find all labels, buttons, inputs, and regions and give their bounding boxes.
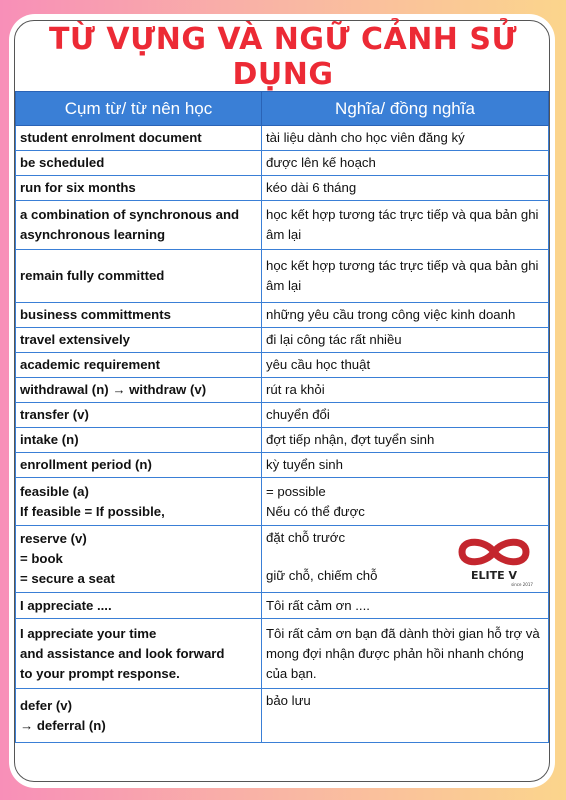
table-row [16, 378, 549, 403]
meaning-line: = possible [266, 483, 326, 499]
term-line: and assistance and look forward [20, 645, 225, 661]
meaning-cell [262, 593, 549, 619]
meaning-line: rút ra khỏi [266, 382, 325, 397]
meaning-cell [262, 478, 549, 526]
term-cell [16, 403, 262, 428]
term-cell [16, 328, 262, 353]
meaning-line: đi lại công tác rất nhiều [266, 332, 402, 347]
header-meanings: Nghĩa/ đồng nghĩa [262, 92, 549, 126]
term-line: → deferral (n) [20, 717, 106, 733]
meaning-line: những yêu cầu trong công việc kinh doanh [266, 307, 516, 322]
term-cell [16, 176, 262, 201]
term-cell [16, 201, 262, 250]
table-row [16, 176, 549, 201]
meaning-cell [262, 328, 549, 353]
term-line: reserve (v) [20, 531, 87, 546]
table-row [16, 303, 549, 328]
term-cell [16, 126, 262, 151]
meaning-line: đợt tiếp nhận, đợt tuyển sinh [266, 432, 435, 447]
term-cell [16, 151, 262, 176]
term-line: transfer (v) [20, 407, 89, 422]
term-line: a combination of synchronous and asynchronous learning [20, 207, 240, 242]
table-row [16, 478, 549, 526]
table-row [16, 250, 549, 303]
term-cell [16, 303, 262, 328]
term-cell [16, 453, 262, 478]
term-cell [16, 689, 262, 743]
term-line: = secure a seat [20, 571, 115, 586]
table-row [16, 593, 549, 619]
term-cell [16, 593, 262, 619]
meaning-cell [262, 619, 549, 689]
meaning-line: học kết hợp tương tác trực tiếp và qua bản ghi âm lại [266, 207, 539, 242]
meaning-line: yêu cầu học thuật [266, 357, 371, 372]
term-line: feasible (a) [20, 483, 89, 499]
meaning-cell [262, 303, 549, 328]
meaning-cell [262, 428, 549, 453]
meaning-line: Tôi rất cảm ơn .... [266, 597, 370, 613]
term-line: business committments [20, 307, 171, 322]
term-cell [16, 619, 262, 689]
term-line: run for six months [20, 180, 136, 195]
meaning-cell [262, 353, 549, 378]
vocab-table [15, 91, 549, 743]
term-line: student enrolment document [20, 130, 202, 145]
meaning-cell [262, 453, 549, 478]
table-row [16, 151, 549, 176]
page-title: TỪ VỰNG VÀ NGỮ CẢNH SỬ DỤNG [48, 22, 518, 92]
term-cell [16, 353, 262, 378]
term-cell [16, 378, 262, 403]
meaning-cell [262, 126, 549, 151]
table-row [16, 619, 549, 689]
meaning-line: tài liệu dành cho học viên đăng ký [266, 130, 465, 145]
term-cell [16, 478, 262, 526]
meaning-cell [262, 250, 549, 303]
meaning-cell [262, 201, 549, 250]
meaning-cell [262, 689, 549, 743]
term-line: = book [20, 551, 63, 566]
term-line: defer (v) [20, 697, 73, 713]
meaning-line: bảo lưu [266, 693, 311, 708]
table-row [16, 353, 549, 378]
meaning-line: được lên kế hoạch [266, 155, 376, 170]
table-header-row [16, 92, 549, 126]
meaning-line: học kết hợp tương tác trực tiếp và qua bản ghi âm lại [266, 258, 539, 293]
table-row [16, 126, 549, 151]
term-cell [16, 526, 262, 593]
table-row [16, 689, 549, 743]
term-line: I appreciate .... [20, 597, 112, 613]
term-line: academic requirement [20, 357, 160, 372]
term-line: remain fully committed [20, 268, 165, 283]
meaning-cell [262, 526, 549, 593]
table-row [16, 403, 549, 428]
infinity-logo-icon [450, 532, 538, 588]
term-line: withdrawal (n) → withdraw (v) [20, 382, 207, 397]
term-line: to your prompt response. [20, 665, 180, 681]
meaning-cell [262, 378, 549, 403]
term-cell [16, 250, 262, 303]
table-row [16, 201, 549, 250]
elite-v-logo [450, 532, 538, 588]
term-line: I appreciate your time [20, 625, 157, 641]
table-row [16, 453, 549, 478]
term-line: be scheduled [20, 155, 105, 170]
meaning-line: đặt chỗ trước [266, 530, 346, 545]
logo-tagline: since 2017 [511, 582, 533, 587]
term-cell [16, 428, 262, 453]
meaning-line: giữ chỗ, chiếm chỗ [266, 568, 378, 583]
term-line: intake (n) [20, 432, 79, 447]
header-terms: Cụm từ/ từ nên học [16, 92, 262, 126]
term-line: enrollment period (n) [20, 457, 152, 472]
meaning-line: kỳ tuyển sinh [266, 457, 343, 472]
table-row [16, 428, 549, 453]
meaning-cell [262, 176, 549, 201]
term-line: If feasible = If possible, [20, 503, 165, 519]
term-line: travel extensively [20, 332, 130, 347]
logo-text: ELITE V [471, 569, 517, 582]
table-row [16, 328, 549, 353]
meaning-line: Tôi rất cảm ơn bạn đã dành thời gian hỗ trợ và mong đợi nhận được phản hồi nhanh chóng của bạn. [266, 625, 540, 681]
meaning-cell [262, 403, 549, 428]
meaning-line: Nếu có thể được [266, 503, 365, 519]
meaning-line: kéo dài 6 tháng [266, 180, 357, 195]
meaning-cell [262, 151, 549, 176]
meaning-line: chuyển đổi [266, 407, 330, 422]
table-row [16, 526, 549, 593]
